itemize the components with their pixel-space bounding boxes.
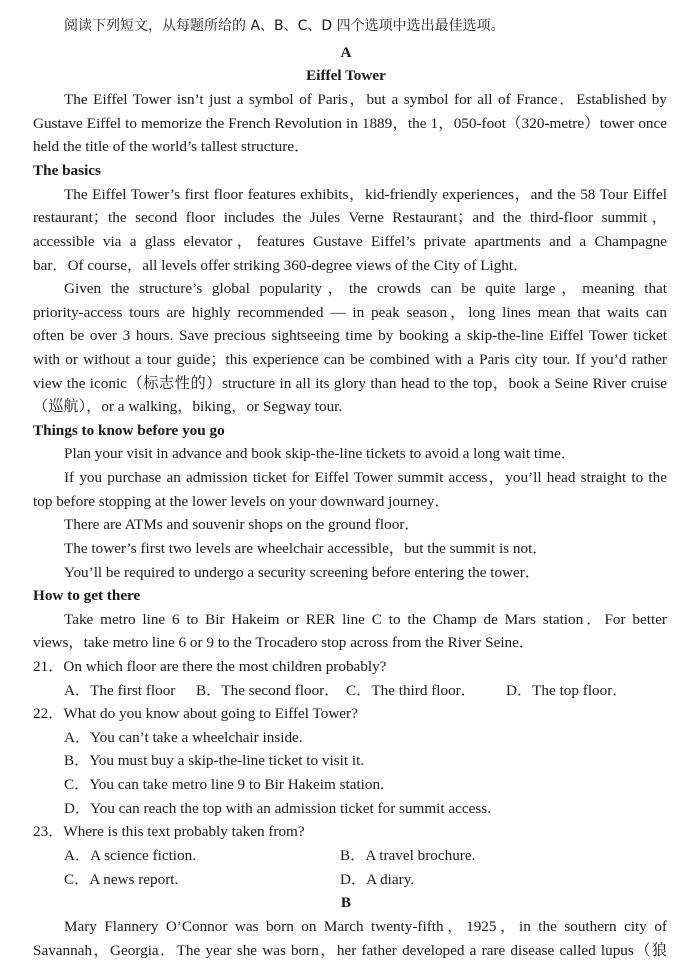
heading-things-to-know: Things to know before you go — [33, 422, 225, 439]
things-line: If you purchase an admission ticket for Eiffel Tower summit access，you’ll head straight to the — [64, 469, 667, 486]
question-stem: 22．What do you know about going to Eiffel Tower? — [33, 705, 358, 722]
instructions: 阅读下列短文，从每题所给的 A、B、C、D 四个选项中选出最佳选项。 — [64, 18, 505, 34]
heading-how-to-get-there: How to get there — [33, 587, 141, 604]
answer-option: B．The second floor． — [196, 682, 340, 699]
things-line: There are ATMs and souvenir shops on the ground floor． — [64, 516, 420, 533]
passage-b-line: Mary Flannery O’Connor was born on March twenty-fifth，1925，in the southern city of — [64, 918, 667, 935]
answer-option: B．A travel brochure. — [340, 847, 476, 864]
things-line: The tower’s first two levels are wheelchair accessible，but the summit is not． — [64, 540, 548, 557]
basics-line: view the iconic（标志性的）structure in all its glory than head to the top，book a Seine River cruise — [33, 375, 667, 392]
things-line: top before stopping at the lower levels on your downward journey． — [33, 493, 450, 510]
basics-line: restaurant；the second floor includes the Jules Verne Restaurant；and the third-floor summit， — [33, 209, 667, 226]
basics-line: bar．Of course，all levels offer striking 360-degree views of the City of Light． — [33, 257, 529, 274]
basics-line: The Eiffel Tower’s first floor features exhibits，kid-friendly experiences，and the 58 Tour Eiffel — [64, 186, 667, 203]
things-line: Plan your visit in advance and book skip-the-line tickets to avoid a long wait time． — [64, 445, 577, 462]
question-stem: 21．On which floor are there the most children probably? — [33, 658, 387, 675]
question-stem: 23．Where is this text probably taken from? — [33, 823, 305, 840]
things-line: You’ll be required to undergo a security screening before entering the tower． — [64, 564, 541, 581]
answer-option: C．You can take metro line 9 to Bir Hakeim station. — [64, 776, 384, 793]
basics-line: （巡航），or a walking，biking，or Segway tour. — [33, 398, 343, 415]
passage-b-line: Savannah，Georgia．The year she was born，her father developed a rare disease called lupus（狼 — [33, 942, 667, 959]
answer-option: C．A news report. — [64, 871, 179, 888]
intro-line: Gustave Eiffel to memorize the French Revolution in 1889，the 1，050-foot（320-metre）tower once — [33, 115, 667, 132]
section-a-label: A — [340, 44, 352, 61]
answer-option: A．The first floor — [64, 682, 176, 699]
how-line: Take metro line 6 to Bir Hakeim or RER line C to the Champ de Mars station．For better — [64, 611, 667, 628]
answer-option: D．A diary. — [340, 871, 415, 888]
answer-option: A．You can’t take a wheelchair inside. — [64, 729, 303, 746]
basics-line: Given the structure’s global popularity，the crowds can be quite large，meaning that — [64, 280, 667, 297]
answer-option: B．You must buy a skip-the-line ticket to visit it. — [64, 752, 365, 769]
heading-basics: The basics — [33, 162, 101, 179]
basics-line: accessible via a glass elevator，features Gustave Eiffel’s private apartments and a Champagne — [33, 233, 667, 250]
intro-line: The Eiffel Tower isn’t just a symbol of Paris，but a symbol for all of France．Established by — [64, 91, 667, 108]
how-line: views，take metro line 6 or 9 to the Trocadero stop across from the River Seine． — [33, 634, 535, 651]
basics-line: priority-access tours are highly recommended — in peak season，long lines mean that waits can — [33, 304, 667, 321]
answer-option: A．A science fiction. — [64, 847, 197, 864]
intro-line: held the title of the world’s tallest structure． — [33, 138, 310, 155]
section-b-label: B — [340, 894, 352, 911]
basics-line: often be over 3 hours. Save precious sightseeing time by booking a skip-the-line Eiffel Tower ticket — [33, 327, 667, 344]
answer-option: C．The third floor． — [346, 682, 476, 699]
passage-title: Eiffel Tower — [306, 67, 386, 84]
answer-option: D．You can reach the top with an admission ticket for summit access. — [64, 800, 491, 817]
basics-line: with or without a tour guide；this experience can be combined with a Paris city tour. If you’d rather — [33, 351, 667, 368]
answer-option: D．The top floor． — [506, 682, 628, 699]
